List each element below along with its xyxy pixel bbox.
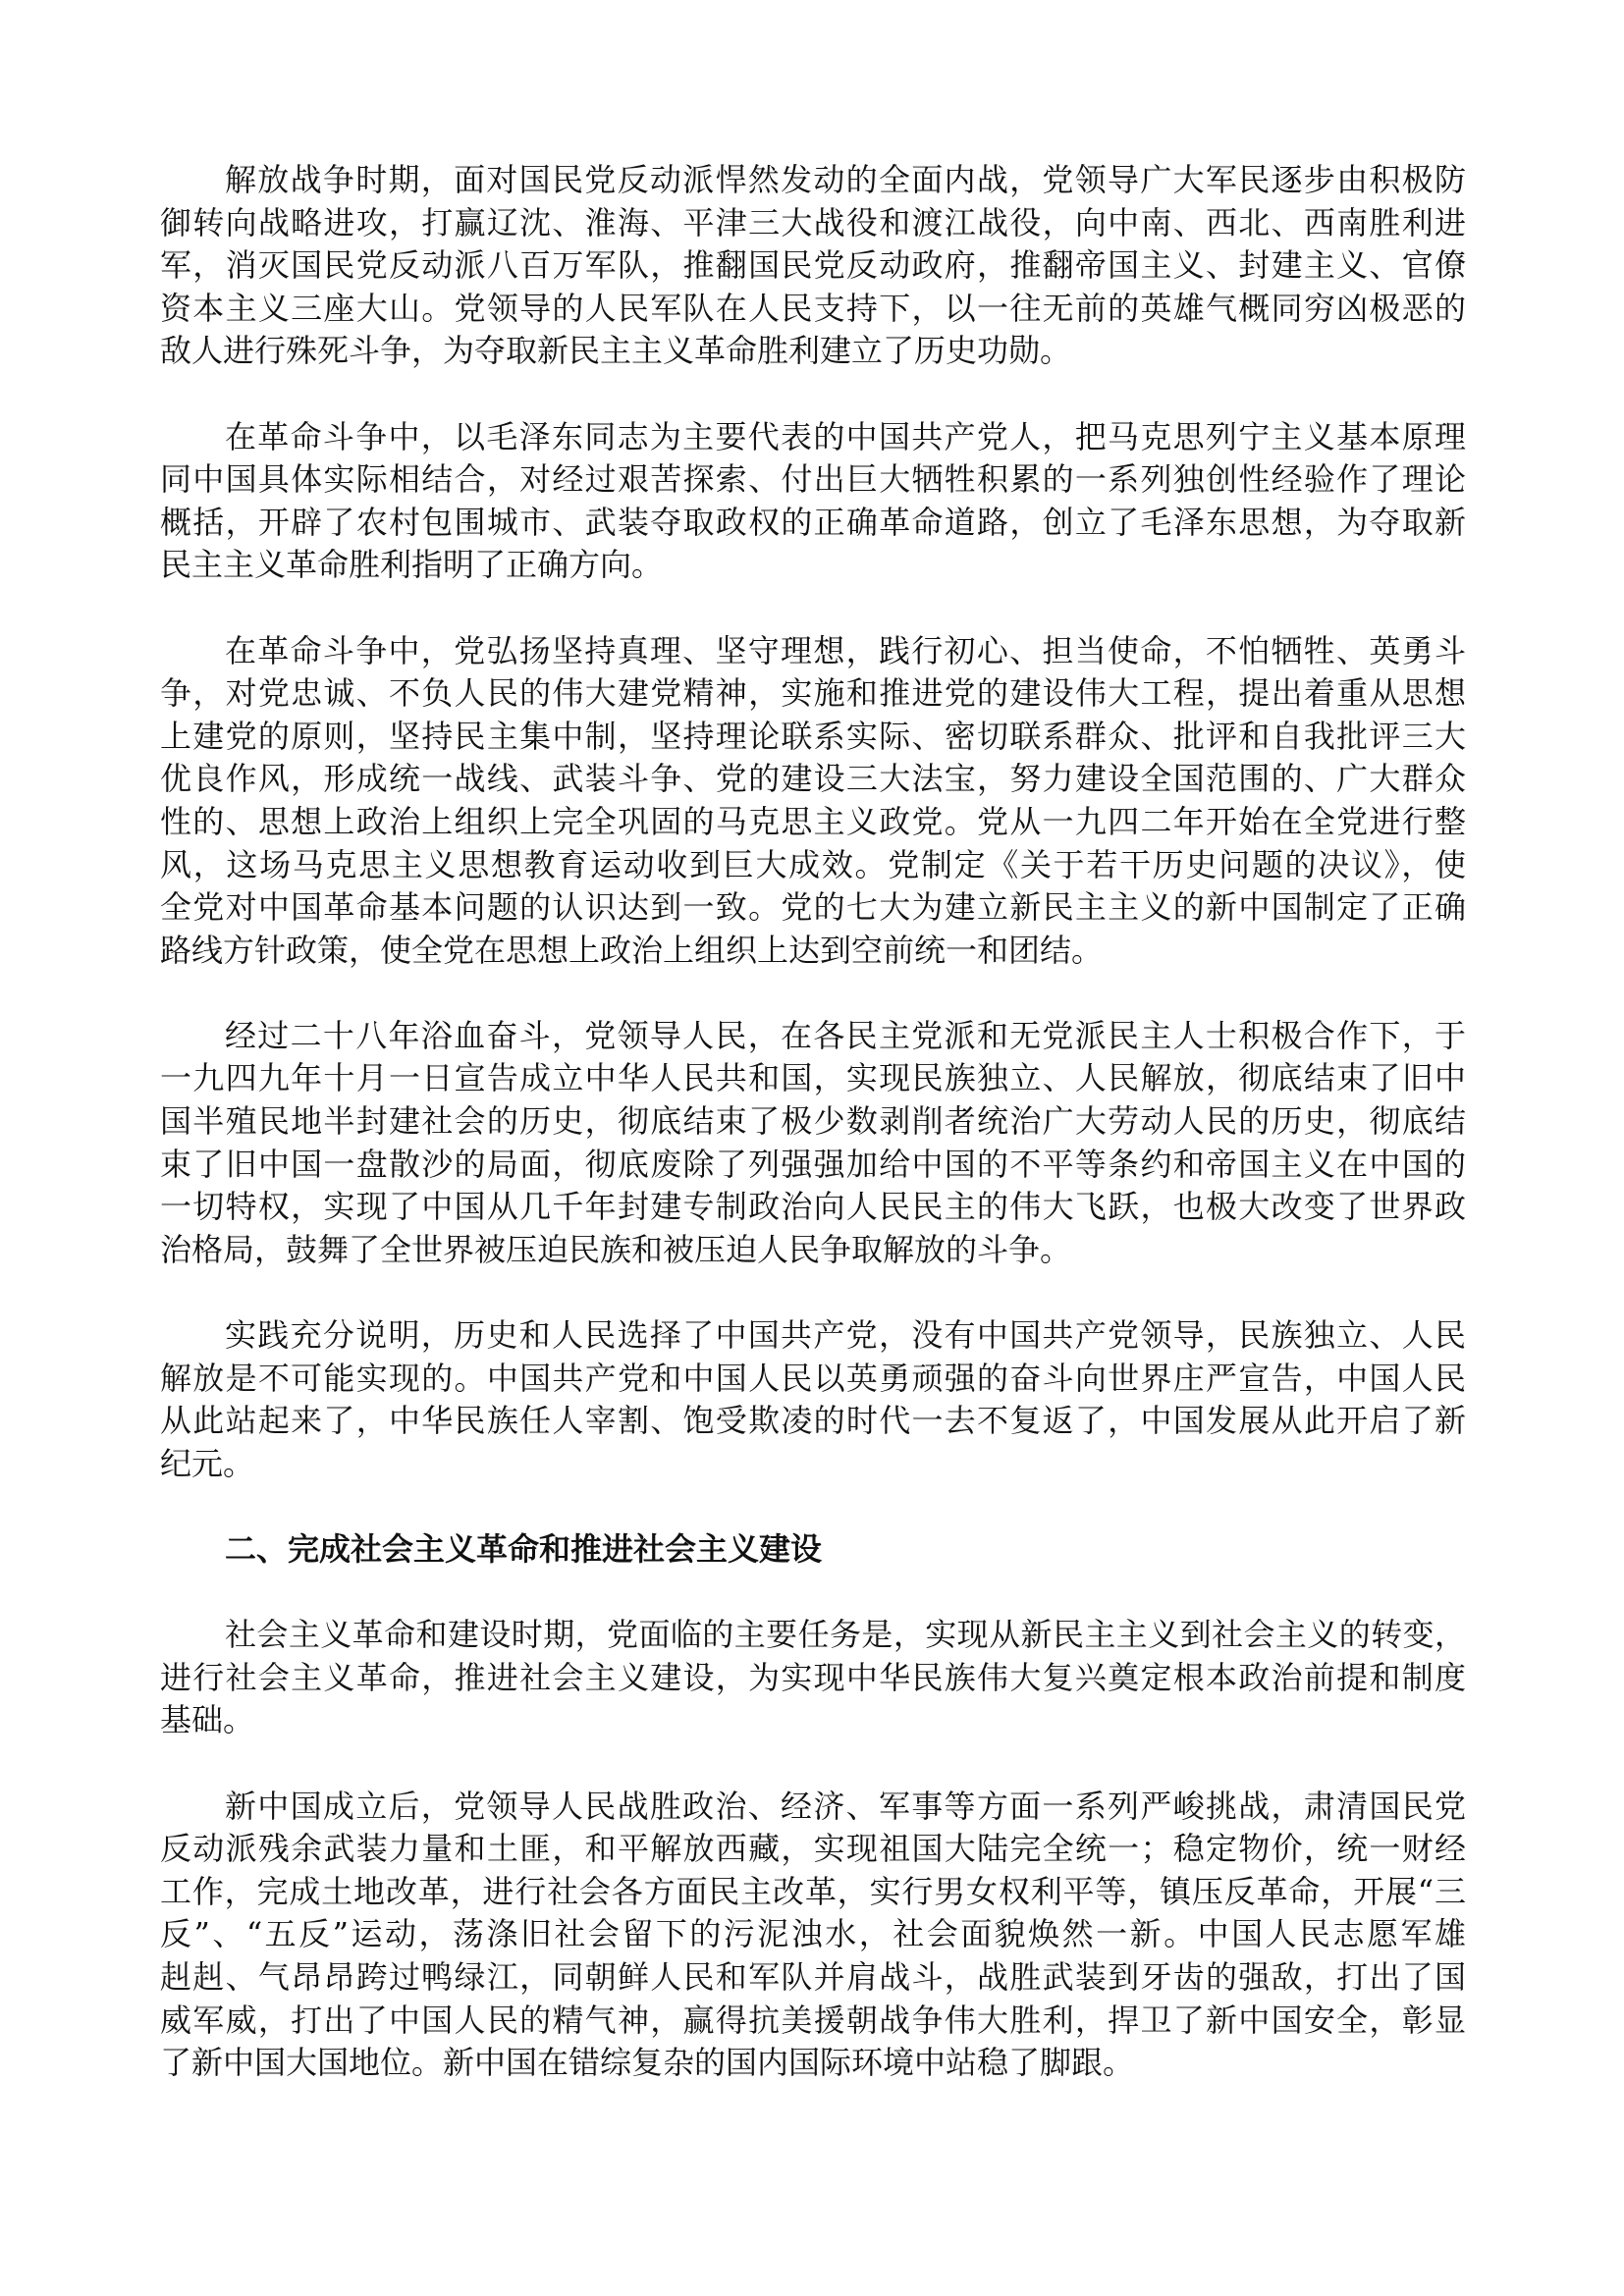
text-line: 资本主义三座大山。党领导的人民军队在人民支持下，以一往无前的英雄气概同穷凶极恶的 bbox=[160, 289, 1466, 327]
text-line: 从此站起来了，中华民族任人宰割、饱受欺凌的时代一去不复返了，中国发展从此开启了新 bbox=[160, 1402, 1466, 1440]
text-line: 一切特权，实现了中国从几千年封建专制政治向人民民主的伟大飞跃，也极大改变了世界政 bbox=[160, 1188, 1466, 1226]
paragraph bbox=[160, 1314, 1466, 1485]
paragraph bbox=[160, 1614, 1466, 1742]
paragraph bbox=[160, 630, 1466, 973]
text-line: 新中国成立后，党领导人民战胜政治、经济、军事等方面一系列严峻挑战，肃清国民党 bbox=[225, 1787, 1466, 1825]
paragraph bbox=[160, 1786, 1466, 2085]
text-line: 社会主义革命和建设时期，党面临的主要任务是，实现从新民主主义到社会主义的转变， bbox=[225, 1616, 1466, 1654]
text-line: 一九四九年十月一日宣告成立中华人民共和国，实现民族独立、人民解放，彻底结束了旧中 bbox=[160, 1059, 1466, 1097]
paragraph bbox=[160, 416, 1466, 587]
text-line: 经过二十八年浴血奋斗，党领导人民，在各民主党派和无党派民主人士积极合作下，于 bbox=[225, 1016, 1466, 1054]
text-line: 在革命斗争中，党弘扬坚持真理、坚守理想，践行初心、担当使命，不怕牺牲、英勇斗 bbox=[225, 631, 1466, 669]
text-line: 解放战争时期，面对国民党反动派悍然发动的全面内战，党领导广大军民逐步由积极防 bbox=[225, 161, 1466, 198]
text-line: 同中国具体实际相结合，对经过艰苦探索、付出巨大牺牲积累的一系列独创性经验作了理论 bbox=[160, 460, 1466, 499]
paragraph bbox=[160, 159, 1466, 373]
text-line: 威军威，打出了中国人民的精气神，赢得抗美援朝战争伟大胜利，捍卫了新中国安全，彰显 bbox=[160, 2001, 1466, 2039]
text-line: 赳赳、气昂昂跨过鸭绿江，同朝鲜人民和军队并肩战斗，战胜武装到牙齿的强敌，打出了国 bbox=[160, 1957, 1466, 1996]
text-line: 优良作风，形成统一战线、武装斗争、党的建设三大法宝，努力建设全国范围的、广大群众 bbox=[160, 760, 1466, 798]
text-line: 在革命斗争中，以毛泽东同志为主要代表的中国共产党人，把马克思列宁主义基本原理 bbox=[225, 417, 1466, 455]
text-line: 反”、“五反”运动，荡涤旧社会留下的污泥浊水，社会面貌焕然一新。中国人民志愿军雄 bbox=[160, 1915, 1466, 1953]
text-line: 风，这场马克思主义思想教育运动收到巨大成效。党制定《关于若干历史问题的决议》，使 bbox=[160, 845, 1466, 883]
text-line: 上建党的原则，坚持民主集中制，坚持理论联系实际、密切联系群众、批评和自我批评三大 bbox=[160, 717, 1466, 755]
text-line: 基础。 bbox=[160, 1701, 255, 1739]
text-line: 国半殖民地半封建社会的历史，彻底结束了极少数剥削者统治广大劳动人民的历史，彻底结 bbox=[160, 1102, 1466, 1141]
text-line: 纪元。 bbox=[160, 1444, 255, 1482]
text-line: 御转向战略进攻，打赢辽沈、淮海、平津三大战役和渡江战役，向中南、西北、西南胜利进 bbox=[160, 203, 1466, 241]
text-line: 工作，完成土地改革，进行社会各方面民主改革，实行男女权利平等，镇压反革命，开展“三 bbox=[160, 1872, 1466, 1910]
document-page bbox=[160, 159, 1466, 2127]
text-line: 路线方针政策，使全党在思想上政治上组织上达到空前统一和团结。 bbox=[160, 931, 1104, 969]
text-line: 性的、思想上政治上组织上完全巩固的马克思主义政党。党从一九四二年开始在全党进行整 bbox=[160, 802, 1466, 840]
text-line: 实践充分说明，历史和人民选择了中国共产党，没有中国共产党领导，民族独立、人民 bbox=[225, 1316, 1466, 1355]
text-line: 军，消灭国民党反动派八百万军队，推翻国民党反动政府，推翻帝国主义、封建主义、官僚 bbox=[160, 246, 1466, 285]
text-line: 治格局，鼓舞了全世界被压迫民族和被压迫人民争取解放的斗争。 bbox=[160, 1230, 1072, 1268]
text-line: 解放是不可能实现的。中国共产党和中国人民以英勇顽强的奋斗向世界庄严宣告，中国人民 bbox=[160, 1359, 1466, 1397]
paragraph bbox=[160, 1015, 1466, 1272]
text-line: 束了旧中国一盘散沙的局面，彻底废除了列强强加给中国的不平等条约和帝国主义在中国的 bbox=[160, 1145, 1466, 1183]
text-line: 民主主义革命胜利指明了正确方向。 bbox=[160, 546, 664, 584]
text-line: 敌人进行殊死斗争，为夺取新民主主义革命胜利建立了历史功勋。 bbox=[160, 332, 1072, 370]
text-line: 了新中国大国地位。新中国在错综复杂的国内国际环境中站稳了脚跟。 bbox=[160, 2044, 1135, 2082]
text-line: 进行社会主义革命，推进社会主义建设，为实现中华民族伟大复兴奠定根本政治前提和制度 bbox=[160, 1658, 1466, 1696]
text-line: 反动派残余武装力量和土匪，和平解放西藏，实现祖国大陆完全统一；稳定物价，统一财经 bbox=[160, 1830, 1466, 1868]
section-heading: 二、完成社会主义革命和推进社会主义建设 bbox=[225, 1530, 823, 1568]
text-line: 争，对党忠诚、不负人民的伟大建党精神，实施和推进党的建设伟大工程，提出着重从思想 bbox=[160, 674, 1466, 713]
text-line: 全党对中国革命基本问题的认识达到一致。党的七大为建立新民主主义的新中国制定了正确 bbox=[160, 888, 1466, 927]
text-line: 概括，开辟了农村包围城市、武装夺取政权的正确革命道路，创立了毛泽东思想，为夺取新 bbox=[160, 503, 1466, 541]
